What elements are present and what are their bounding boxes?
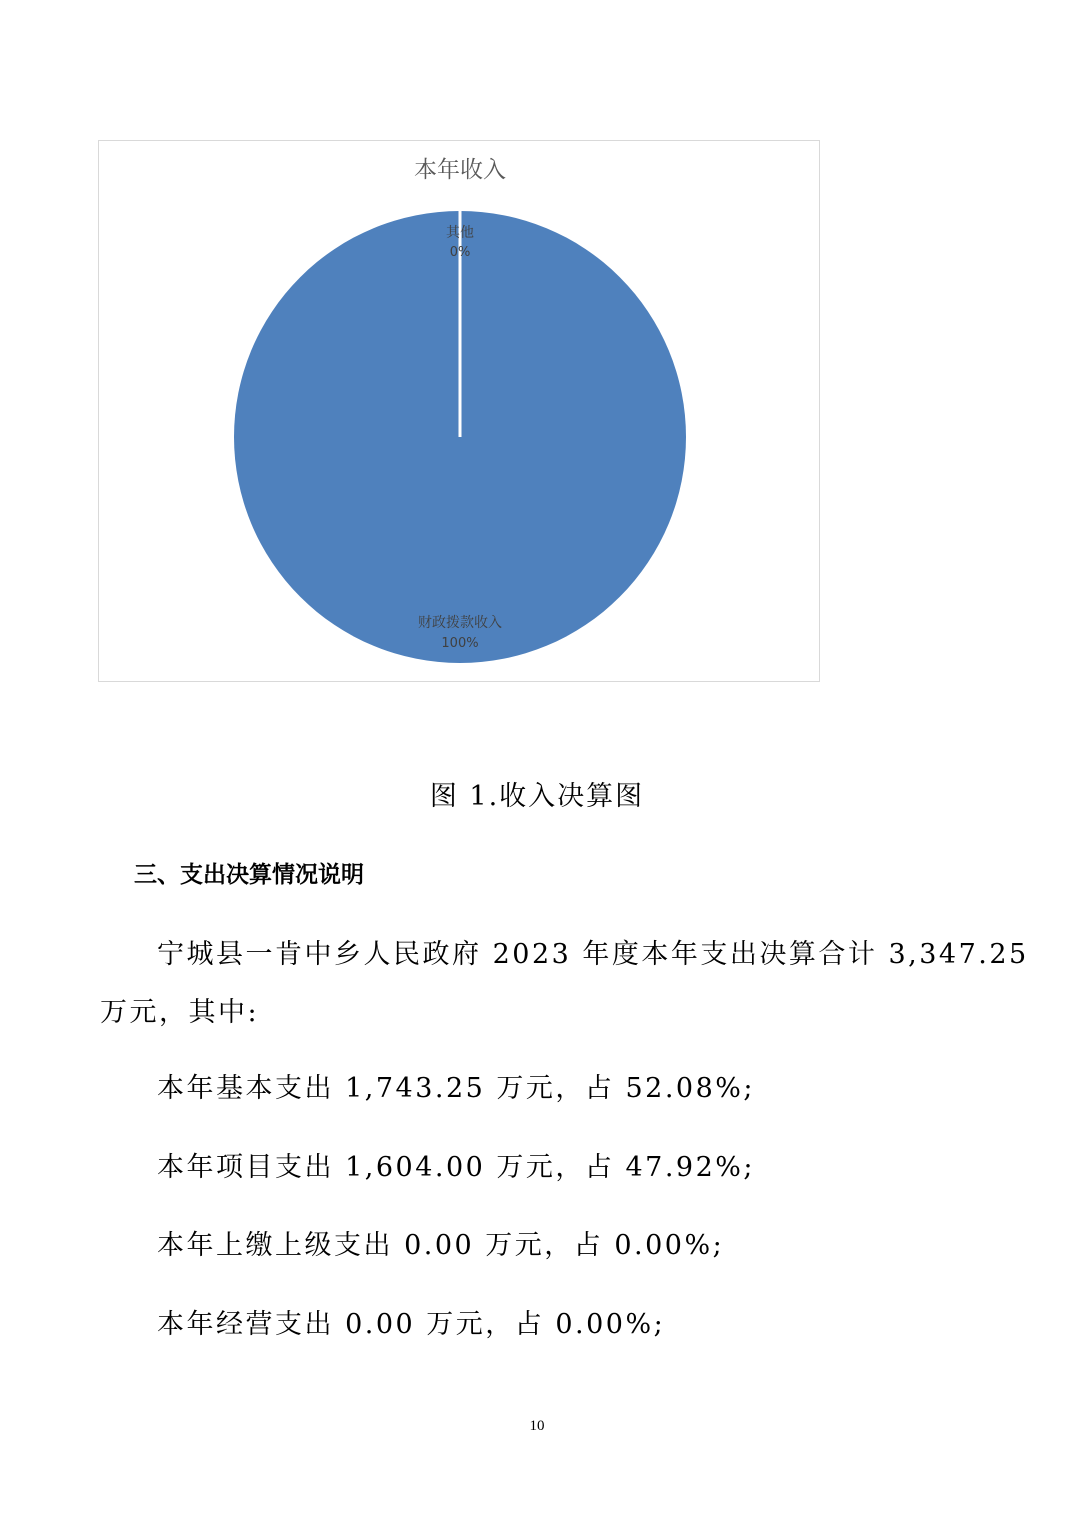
summary-line-1: 宁城县一肯中乡人民政府 2023 年度本年支出决算合计 3,347.25 <box>157 939 1029 970</box>
slice-label-other: 其他 <box>446 225 474 241</box>
project-expense-line: 本年项目支出 1,604.00 万元，占 47.92%; <box>157 1152 756 1183</box>
chart-title: 本年收入 <box>414 157 506 183</box>
pie-chart <box>98 140 820 682</box>
pie-chart-svg <box>99 141 821 683</box>
business-expense-line: 本年经营支出 0.00 万元，占 0.00%; <box>157 1309 666 1340</box>
section-heading: 三、支出决算情况说明 <box>134 862 364 888</box>
figure-caption: 图 1.收入决算图 <box>429 781 645 812</box>
slice-label-fiscal: 财政拨款收入 <box>418 615 502 631</box>
pie-slices <box>234 211 686 663</box>
summary-line-2: 万元，其中: <box>100 997 260 1028</box>
slice-percent-other: 0% <box>449 245 471 260</box>
upper-remittance-line: 本年上缴上级支出 0.00 万元，占 0.00%; <box>157 1230 725 1261</box>
page-number: 10 <box>529 1418 545 1434</box>
slice-percent-fiscal: 100% <box>441 636 479 651</box>
basic-expense-line: 本年基本支出 1,743.25 万元，占 52.08%; <box>157 1073 756 1104</box>
